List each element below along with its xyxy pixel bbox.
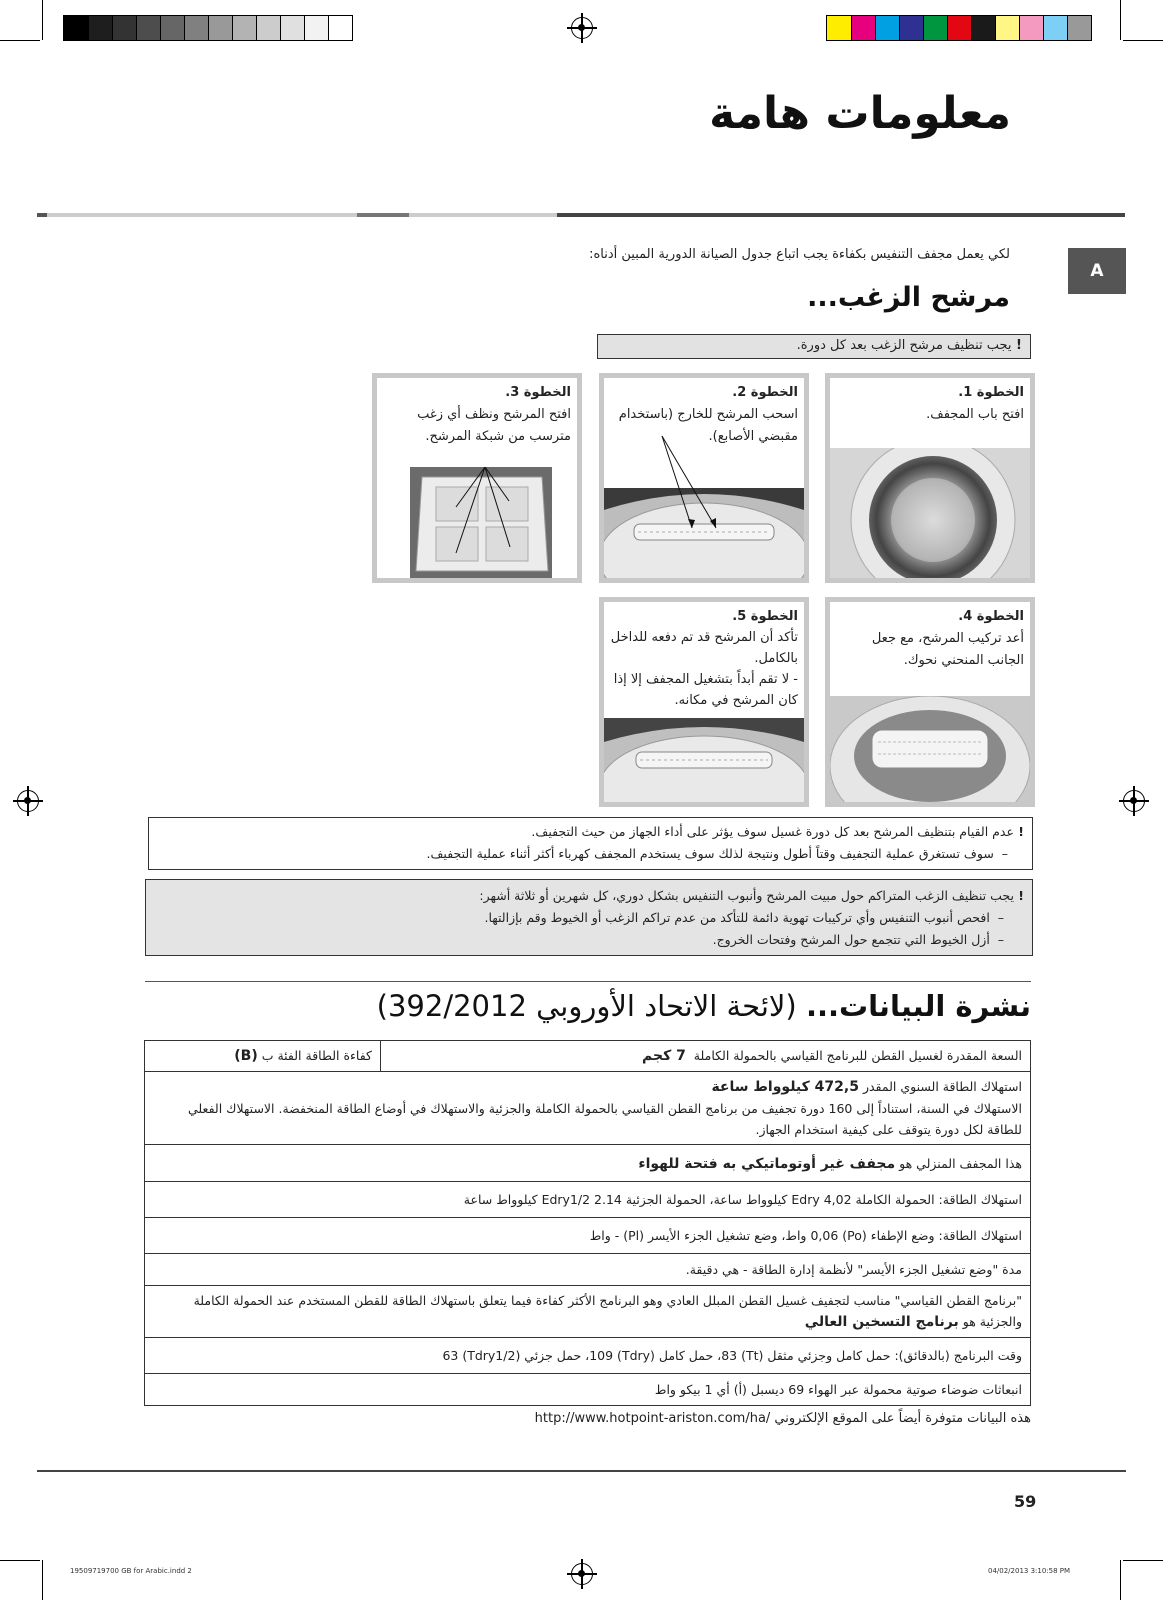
pointer-arrows [604, 378, 804, 578]
step-2-panel [599, 373, 809, 583]
table-row [145, 1218, 1031, 1254]
registration-mark-icon [1123, 790, 1145, 812]
table-cell-value: برنامج التسخين العالي [804, 1314, 959, 1330]
lint-filter-note: ! يجب تنظيف مرشح الزغب بعد كل دورة. [597, 334, 1031, 359]
print-slug-date: 04/02/2013 3:10:58 PM [988, 1567, 1071, 1575]
step-label: الخطوة 5. [732, 609, 798, 624]
page-number: 59 [1014, 1492, 1037, 1511]
header-rule [37, 213, 1125, 217]
table-cell: الاستهلاك في السنة، استناداً إلى 160 دورة تجفيف من برنامج القطن القياسي بالحمولة الكاملة والجزئية والاستهلاك في أوضاع الطاقة المنخفضة. الاستهلاك الفعلي للطاقة لكل دورة يتوقف على كيفية استخدام الجهاز. [187, 1101, 1022, 1137]
table-cell-value: 7 كجم [642, 1048, 686, 1064]
step-text-warning: - لا تقم أبداً بتشغيل المجفف إلا إذا كان المرشح في مكانه. [613, 672, 798, 708]
step-text: اسحب المرشح للخارج (باستخدام مقبضي الأصابع). [618, 407, 798, 444]
warning-text: سوف تستغرق عملية التجفيف وقتاً أطول ونتيجة لذلك سوف يستخدم المجفف كهرباء أكثر أثناء عملية التجفيف. [426, 846, 994, 861]
table-cell: كفاءة الطاقة الفئة ب [261, 1048, 372, 1063]
data-sheet-heading [377, 989, 1031, 1023]
lint-filter-heading: مرشح الزغب... [807, 282, 1010, 313]
intro-text: لكي يعمل مجفف التنفيس بكفاءة يجب اتباع جدول الصيانة الدورية المبين أدناه: [589, 247, 1010, 262]
table-row [145, 1041, 1031, 1072]
table-cell-value: 472,5 كيلوواط ساعة [711, 1079, 859, 1095]
print-slug-file: 19509719700 GB for Arabic.indd 2 [70, 1567, 192, 1575]
data-sheet-regulation: (لائحة الاتحاد الأوروبي 392/2012) [376, 989, 797, 1023]
warning-box-cleaning: ! عدم القيام بتنظيف المرشح بعد كل دورة غسيل سوف يؤثر على أداء الجهاز من حيث التجفيف. – سوف تستغرق عملية التجفيف وقتاً أطول ونتيجة لذلك سوف يستخدم المجفف كهرباء أكثر أثناء عملية التجفيف. [148, 817, 1033, 870]
crop-mark [0, 1560, 40, 1561]
step-3-panel [372, 373, 582, 583]
crop-mark [0, 40, 40, 41]
crop-mark [1120, 1560, 1121, 1600]
table-row [145, 1145, 1031, 1182]
table-cell: هذا المجفف المنزلي هو [899, 1156, 1022, 1171]
open-filter-photo [410, 467, 552, 579]
registration-mark-icon [17, 790, 39, 812]
step-label: الخطوة 2. [732, 385, 798, 400]
table-cell: استهلاك الطاقة السنوي المقدر [862, 1079, 1022, 1094]
crop-mark [1120, 0, 1121, 40]
step-label: الخطوة 3. [505, 385, 571, 400]
website-link[interactable]: هذه البيانات متوفرة أيضاً على الموقع الإلكتروني /http://www.hotpoint-ariston.com/ha [534, 1411, 1031, 1426]
crop-mark [42, 0, 43, 40]
product-data-table [144, 1040, 1031, 1406]
table-row [145, 1182, 1031, 1218]
step-label: الخطوة 4. [958, 609, 1024, 624]
table-row [145, 1254, 1031, 1286]
section-rule [145, 981, 1031, 982]
table-row [145, 1072, 1031, 1145]
table-cell: مدة "وضع تشغيل الجزء الأيسر" لأنظمة إدارة الطاقة - هي دقيقة. [685, 1262, 1022, 1277]
crop-mark [1123, 1560, 1163, 1561]
warning-text: أزل الخيوط التي تتجمع حول المرشح وفتحات الخروج. [712, 932, 990, 947]
crop-mark [1123, 40, 1163, 41]
step-text: افتح المرشح ونظف أي زغب مترسب من شبكة المرشح. [417, 407, 571, 444]
table-cell: السعة المقدرة لغسيل القطن للبرنامج القياسي بالحمولة الكاملة [693, 1048, 1022, 1063]
registration-mark-icon [571, 1563, 593, 1585]
dryer-drum-photo [830, 448, 1030, 578]
step-1-panel [825, 373, 1035, 583]
filter-refit-photo [830, 696, 1030, 802]
warning-text: افحص أنبوب التنفيس وأي تركيبات تهوية دائمة للتأكد من عدم تراكم الزغب أو الخيوط وقم بإزالتها. [484, 910, 990, 925]
step-text: افتح باب المجفف. [926, 407, 1024, 422]
filter-inserted-photo [604, 718, 804, 802]
table-cell: وقت البرنامج (بالدقائق): حمل كامل وجزئي مثقل (Tt) 83، حمل كامل (Tdry) 109، حمل جزئي (Tdry1/2) 63 [442, 1348, 1022, 1363]
step-text: تأكد أن المرشح قد تم دفعه للداخل بالكامل. [610, 630, 798, 666]
lint-note-text: يجب تنظيف مرشح الزغب بعد كل دورة. [796, 338, 1012, 353]
crop-mark [42, 1560, 43, 1600]
table-cell: استهلاك الطاقة: الحمولة الكاملة Edry 4,02 كيلوواط ساعة، الحمولة الجزئية Edry1/2 2.14 كيلوواط ساعة [463, 1192, 1022, 1207]
step-text: أعد تركيب المرشح، مع جعل الجانب المنحني نحوك. [871, 631, 1024, 668]
warning-text: يجب تنظيف الزغب المتراكم حول مبيت المرشح وأنبوب التنفيس بشكل دوري، كل شهرين أو ثلاثة أشهر: [479, 888, 1014, 903]
table-row [145, 1286, 1031, 1338]
step-4-panel [825, 597, 1035, 807]
footer-rule [37, 1470, 1126, 1472]
cmyk-color-bar [826, 15, 1092, 41]
table-cell-value: مجفف غير أوتوماتيكي به فتحة للهواء [638, 1156, 896, 1172]
registration-mark-icon [571, 17, 593, 39]
data-sheet-title: نشرة البيانات... [805, 989, 1031, 1023]
grayscale-color-bar [63, 15, 353, 41]
section-tab: A [1068, 248, 1126, 294]
table-cell-value: (B) [234, 1048, 258, 1064]
table-row [145, 1338, 1031, 1374]
page-title: معلومات هامة [709, 88, 1011, 139]
table-cell: استهلاك الطاقة: وضع الإطفاء (Po) 0,06 واط، وضع تشغيل الجزء الأيسر (Pl) - واط [589, 1228, 1022, 1243]
step-5-panel [599, 597, 809, 807]
table-row [145, 1374, 1031, 1406]
warning-box-vent: ! يجب تنظيف الزغب المتراكم حول مبيت المرشح وأنبوب التنفيس بشكل دوري، كل شهرين أو ثلاثة أشهر: – افحص أنبوب التنفيس وأي تركيبات تهوية دائمة للتأكد من عدم تراكم الزغب أو الخيوط وقم بإزالتها. – أزل الخيوط التي تتجمع حول المرشح وفتحات الخروج. [145, 879, 1033, 956]
table-cell: انبعاثات ضوضاء صوتية محمولة عبر الهواء 69 ديسبل (أ) أي 1 بيكو واط [654, 1382, 1022, 1397]
warning-text: عدم القيام بتنظيف المرشح بعد كل دورة غسيل سوف يؤثر على أداء الجهاز من حيث التجفيف. [531, 824, 1014, 839]
step-label: الخطوة 1. [958, 385, 1024, 400]
table-cell: "برنامج القطن القياسي" مناسب لتجفيف غسيل القطن المبلل العادي وهو البرنامج الأكثر كفاءة فيما يتعلق باستهلاك الطاقة للقطن المستخدم عند الحمولة الكاملة والجزئية هو [193, 1293, 1022, 1329]
